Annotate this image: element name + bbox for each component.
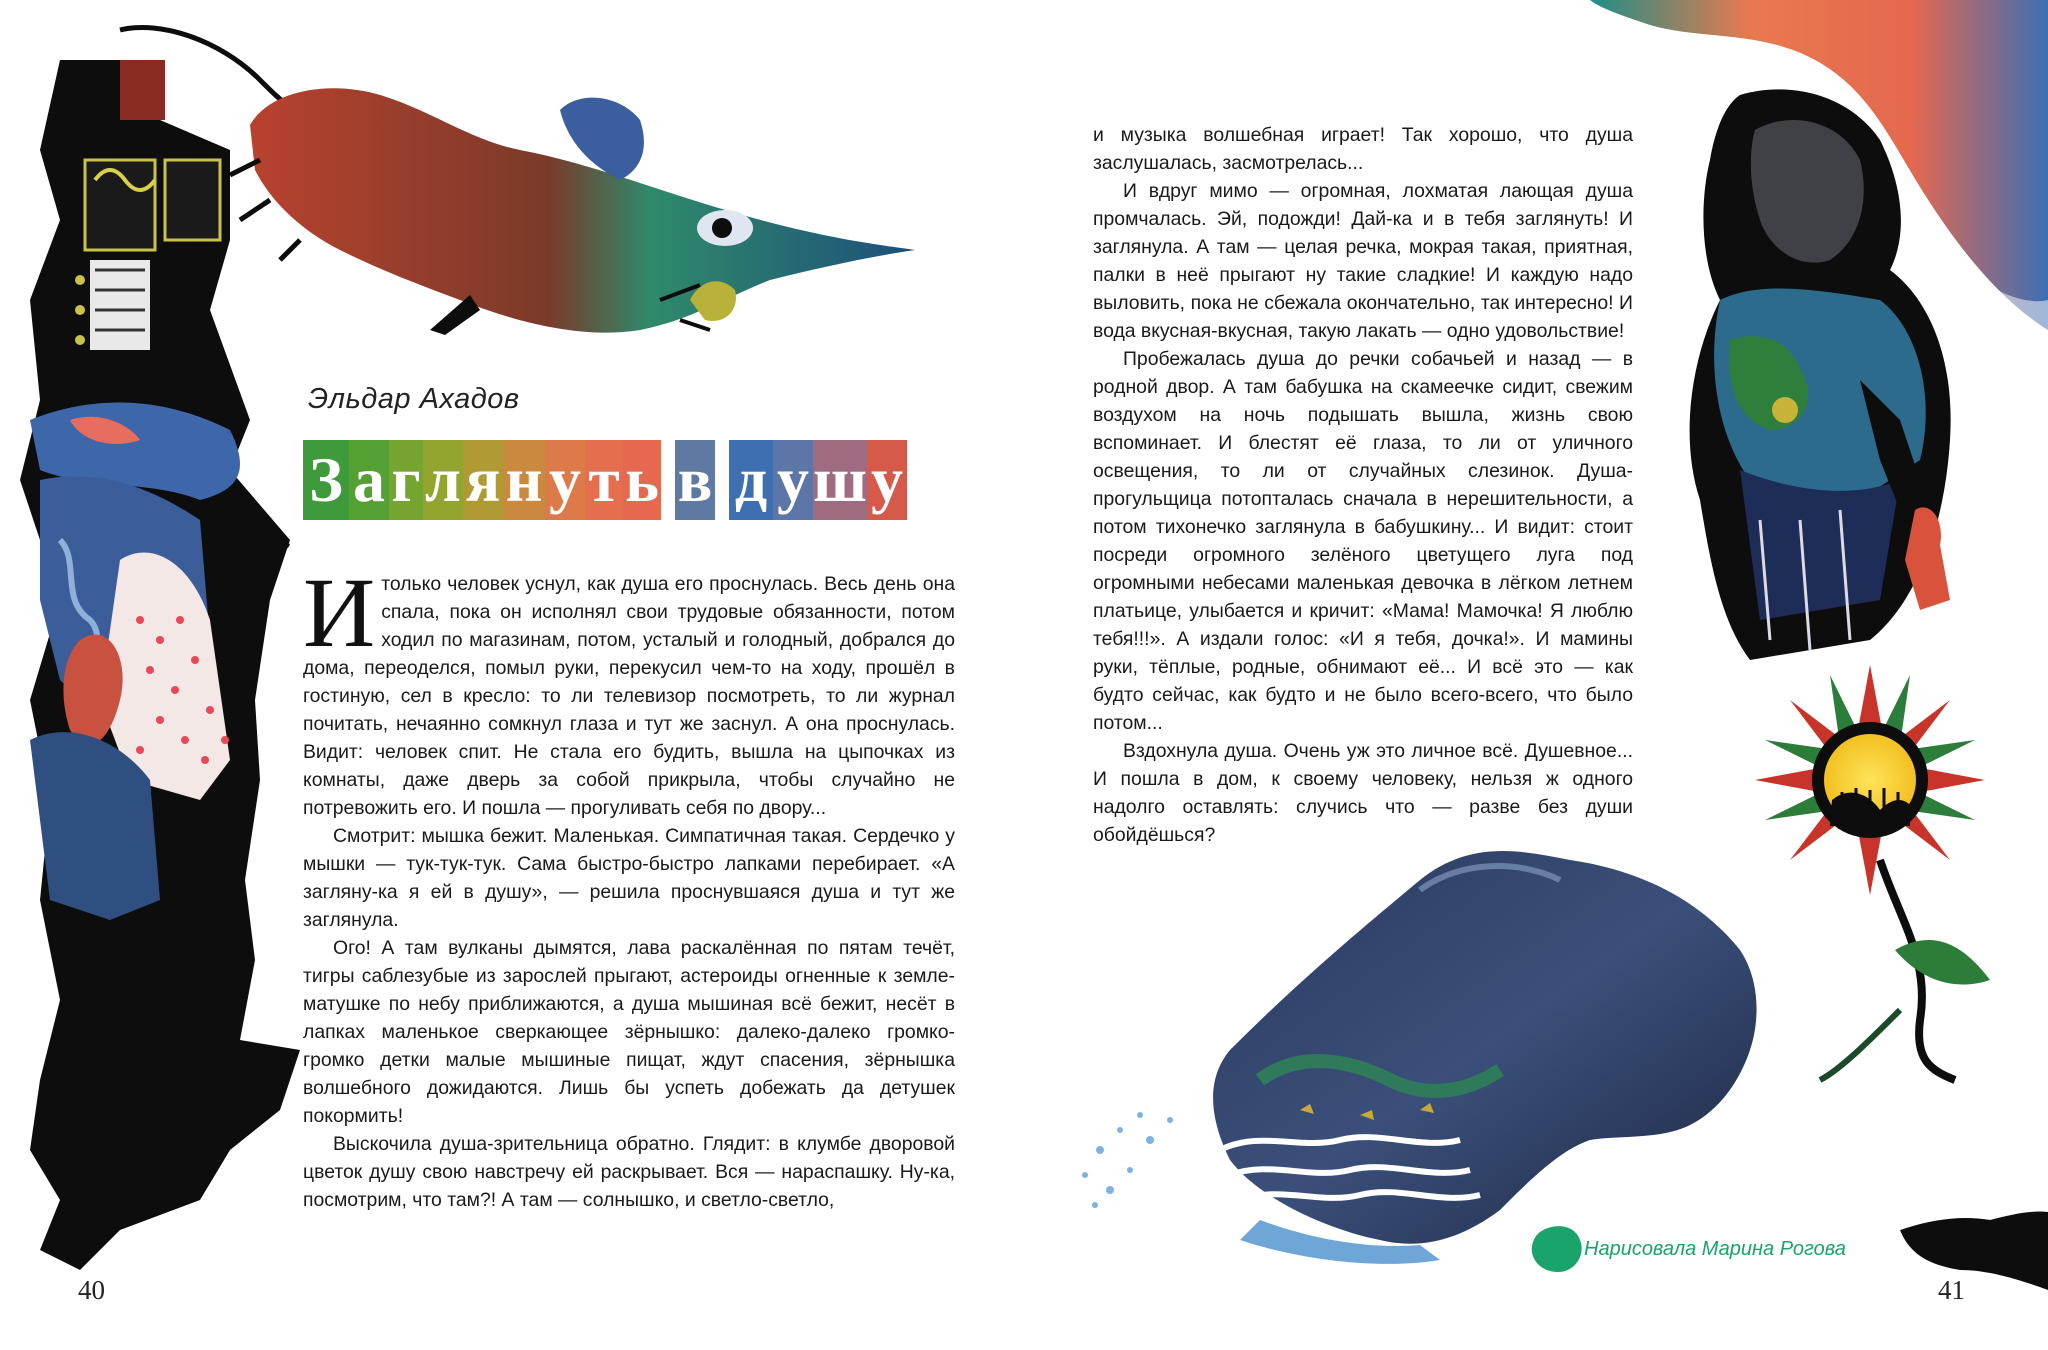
paragraph-5: и музыка волшебная играет! Так хорошо, что душа заслушалась, засмотрелась...	[1093, 124, 1633, 174]
title-letter: ш	[813, 440, 867, 520]
title-letter: у	[867, 440, 907, 520]
illustrator-credit: Нарисовала Марина Рогова	[1584, 1238, 1846, 1260]
left-border-collage	[20, 60, 300, 1270]
title-letter: я	[463, 440, 503, 520]
left-text-column	[303, 557, 955, 1214]
title-letter: у	[773, 440, 813, 520]
title-word	[675, 440, 715, 520]
title-letter: н	[503, 440, 545, 520]
page-number-right: 41	[1938, 1275, 1965, 1305]
right-text-column	[1093, 121, 1633, 849]
bottom-right-shape	[1900, 1212, 2048, 1290]
credit-blob-icon	[1532, 1226, 1582, 1272]
title-word	[729, 440, 907, 520]
dropcap: И	[303, 557, 376, 668]
title-letter: ь	[623, 440, 661, 520]
title-letter: д	[729, 440, 773, 520]
title-space	[661, 440, 675, 520]
paragraph-8: Вздохнула душа. Очень уж это личное всё. Душевное... И пошла в дом, к своему человеку, нельзя ж одного надолго оставлять: случись что — разве без души обойдёшься?	[1093, 740, 1633, 846]
paragraph-7: Пробежалась душа до речки собачьей и назад — в родной двор. А там бабушка на скамеечке сидит, свежим воздухом на ночь подышать вышла, жизнь свою вспоминает. И блестят её глаза, то ли от уличного освещения, то ли от случайных слезинок. Душа-прогульщица потопталась сначала в нерешительности, а потом тихонечко заглянула в бабушкину... И видит: стоит посреди огромного зелёного цветущего луга под огромными небесами маленькая девочка в лёгком летнем платьице, улыбается и кричит: «Мама! Мамочка! Я люблю тебя!!!». А издали голос: «И я тебя, дочка!». И мамины руки, тёплые, родные, обнимают её... И всё это — как будто сейчас, как будто и не было всего-всего, что было потом...	[1093, 348, 1633, 734]
author-name: Эльдар Ахадов	[308, 383, 520, 415]
grandmother-illustration	[1690, 89, 1951, 660]
dog-illustration	[1082, 851, 1757, 1264]
paragraph-3: Ого! А там вулканы дымятся, лава раскалённая по пятам течёт, тигры саблезубые из зарослей прыгают, астероиды огненные к земле-матушке по небу приближаются, а душа мышиная всё бежит, несёт в лапках маленькое сверкающее зёрнышко: далеко-далеко громко-громко детки малые мышиные пищат, ждут спасения, зёрнышка волшебного дожидаются. Лишь бы успеть добежать да детушек покормить!	[303, 937, 955, 1127]
flower-illustration	[1755, 665, 1990, 1080]
paragraph-4: Выскочила душа-зрительница обратно. Глядит: в клумбе дворовой цветок душу свою навстречу ей раскрывает. Вся — нараспашку. Ну-ка, посмотрим, что там?! А там — солнышко, и светло-светло,	[303, 1133, 955, 1211]
paragraph-1-text: только человек уснул, как душа его проснулась. Весь день она спала, пока он исполнял свои трудовые обязанности, потом ходил по магазинам, потом, усталый и голодный, добрался до дома, переоделся, помыл руки, перекусил чем-то на ходу, прошёл в гостиную, сел в кресло: то ли телевизор посмотреть, то ли журнал почитать, нечаянно сомкнул глаза и тут же заснул. А она проснулась. Видит: человек спит. Не стала его будить, вышла на цыпочках из комнаты, даже дверь за собой прикрыла, чтобы случайно не потревожить его. И пошла — прогуливать себя по двору...	[303, 573, 955, 819]
title-letter: л	[423, 440, 463, 520]
title-letter: а	[349, 440, 389, 520]
paragraph-1	[303, 557, 955, 822]
title-letter: г	[389, 440, 423, 520]
title-letter: З	[303, 440, 349, 520]
paragraph-2: Смотрит: мышка бежит. Маленькая. Симпатичная такая. Сердечко у мышки — тук-тук-тук. Сама быстро-быстро лапками перебирает. «А загляну-ка я ей в душу», — решила проснувшаяся душа и тут же заглянула.	[303, 825, 955, 931]
title-space	[715, 440, 729, 520]
title-word	[303, 440, 661, 520]
title-letter: в	[675, 440, 715, 520]
mouse-illustration	[120, 27, 915, 335]
page-number-left: 40	[78, 1275, 105, 1305]
article-title	[303, 440, 907, 520]
title-letter: т	[585, 440, 623, 520]
paragraph-6: И вдруг мимо — огромная, лохматая лающая душа промчалась. Эй, подожди! Дай-ка и в тебя заглянуть! И заглянула. А там — целая речка, мокрая такая, приятная, палки в неё прыгают ну такие сладкие! И каждую надо выловить, пока не сбежала окончательно, так интересно! И вода вкусная-вкусная, такую лакать — одно удовольствие!	[1093, 180, 1633, 342]
title-letter: у	[545, 440, 585, 520]
